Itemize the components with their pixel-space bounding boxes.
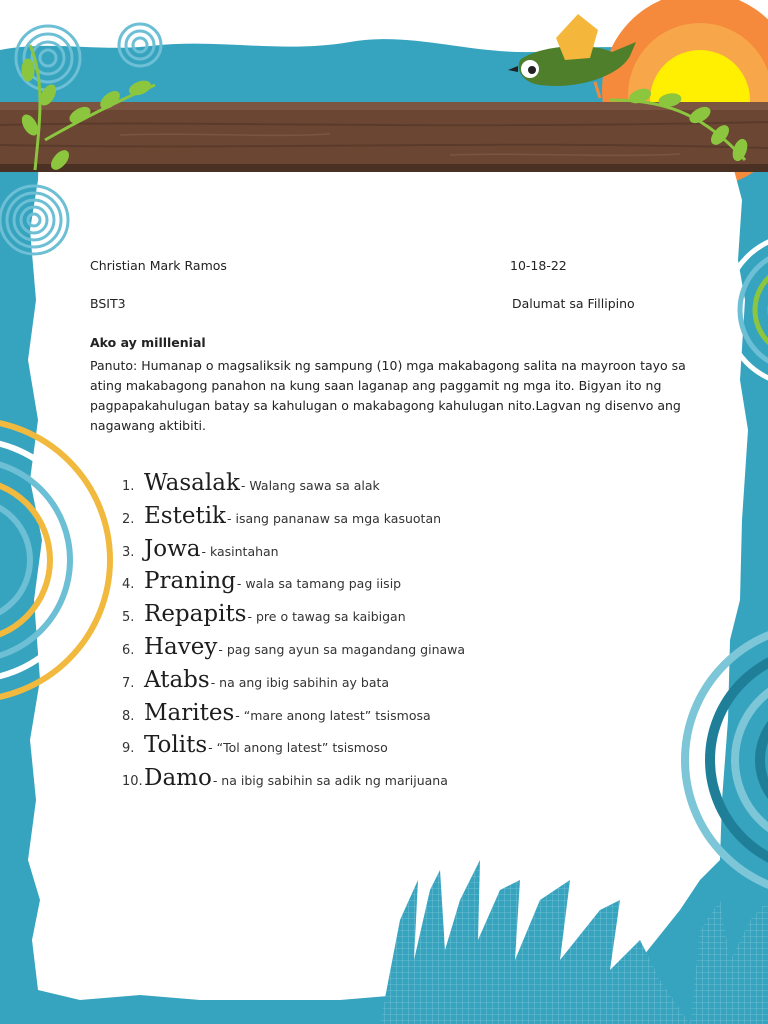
wood-plank xyxy=(0,102,768,172)
term-definition: - Walang sawa sa alak xyxy=(240,478,380,493)
item-number: 5. xyxy=(122,610,135,626)
list-item xyxy=(122,732,465,765)
date: 10-18-22 xyxy=(510,258,567,273)
term-word: Repapits xyxy=(144,601,247,628)
item-number: 7. xyxy=(122,675,135,691)
item-number: 3. xyxy=(122,544,135,560)
list-item xyxy=(122,700,465,733)
term-word: Estetik xyxy=(144,502,226,529)
term-word: Tolits xyxy=(144,732,208,759)
term-word: Praning xyxy=(144,568,236,595)
term-definition: - pag sang ayun sa magandang ginawa xyxy=(218,641,466,657)
list-item xyxy=(122,667,465,700)
term-definition: - na ang ibig sabihin ay bata xyxy=(210,674,390,690)
item-number: 4. xyxy=(122,577,135,593)
terms-list xyxy=(122,470,465,798)
item-number: 6. xyxy=(122,642,135,658)
item-number: 10. xyxy=(122,774,143,790)
term-word: Wasalak xyxy=(144,470,240,496)
term-definition: - “mare anong latest” tsismosa xyxy=(235,707,431,723)
student-name: Christian Mark Ramos xyxy=(90,258,227,273)
term-word: Marites xyxy=(144,699,235,726)
item-number: 2. xyxy=(122,511,135,527)
page-title: Ako ay milllenial xyxy=(90,335,206,350)
list-item xyxy=(122,634,465,667)
item-number: 9. xyxy=(122,741,135,757)
term-word: Damo xyxy=(144,765,212,792)
list-item xyxy=(122,470,465,503)
list-item xyxy=(122,536,465,569)
section: BSIT3 xyxy=(90,296,126,311)
term-word: Jowa xyxy=(144,535,201,562)
list-item xyxy=(122,503,465,536)
term-word: Atabs xyxy=(144,666,210,693)
term-definition: - kasintahan xyxy=(201,543,279,559)
item-number: 8. xyxy=(122,708,135,724)
term-definition: - na ibig sabihin sa adik ng marijuana xyxy=(212,773,448,789)
term-definition: - pre o tawag sa kaibigan xyxy=(247,609,406,625)
term-definition: - wala sa tamang pag iisip xyxy=(236,576,402,592)
instructions-text: Panuto: Humanap o magsaliksik ng sampung (10) mga makabagong salita na mayroon tayo sa ating makabagong panahon na kung saan laganap ang paggamit ng mga ito. Bigyan ito ng pagpapakahulugan batay sa kahulugan o makabagong kahulugan nito.Lagvan ng disenvo ang nagawang aktibiti. xyxy=(90,358,686,433)
term-definition: - “Tol anong latest” tsismoso xyxy=(208,740,388,756)
list-item xyxy=(122,601,465,634)
subject: Dalumat sa Fillipino xyxy=(512,296,635,311)
item-number: 1. xyxy=(122,479,135,494)
list-item xyxy=(122,765,465,798)
term-word: Havey xyxy=(144,633,218,660)
term-definition: - isang pananaw sa mga kasuotan xyxy=(226,510,442,526)
list-item xyxy=(122,568,465,601)
